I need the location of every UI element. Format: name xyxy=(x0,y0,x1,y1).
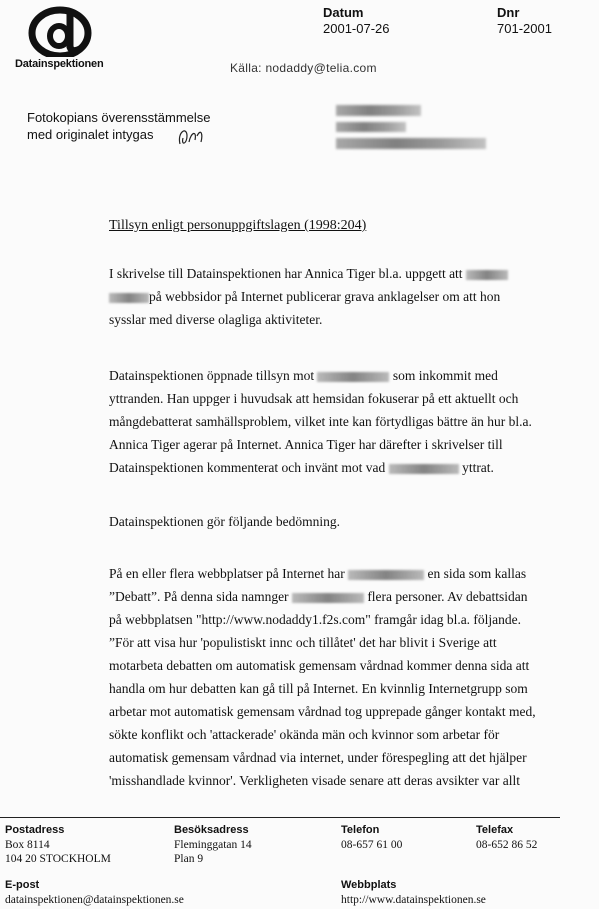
p1-line-2: på webbsidor på Internet publicerar grava anklagelser om att hon xyxy=(149,289,501,304)
datum-value: 2001-07-26 xyxy=(323,21,390,36)
paragraph-1 xyxy=(109,262,564,331)
redacted-recipient-line-1 xyxy=(336,105,421,116)
postadress-line-2: 104 20 STOCKHOLM xyxy=(5,853,111,865)
postadress-label: Postadress xyxy=(5,824,65,836)
datum-label: Datum xyxy=(323,5,364,20)
p2-line-5b: yttrat. xyxy=(462,460,494,475)
telefon-value: 08-657 61 00 xyxy=(341,839,403,851)
p4-line-6: handla om hur debatten kan gå till på Internet. En kvinnlig Internetgrupp som xyxy=(109,681,528,696)
subject-heading: Tillsyn enligt personuppgiftslagen (1998:204) xyxy=(109,218,367,233)
footer-divider xyxy=(0,817,560,818)
p4-line-7: arbetar mot automatisk gemensam vårdnad tog upprepade gånger kontakt med, xyxy=(109,704,536,719)
p1-line-1: I skrivelse till Datainspektionen har Annica Tiger bl.a. uppgett att xyxy=(109,266,463,281)
p1-line-3: sysslar med diverse olagliga aktiviteter. xyxy=(109,312,323,327)
epost-label: E-post xyxy=(5,879,40,891)
p4-line-4: ”För att visa hur 'populistiskt innc och tillåtet' det har blivit i Sverige att xyxy=(109,635,497,650)
redaction xyxy=(109,293,149,303)
source-line: Källa: nodaddy@telia.com xyxy=(230,61,377,75)
paragraph-3 xyxy=(109,510,564,533)
p2-line-3: mångdebatterat samhällsproblem, vilket inte kan förtydligas bättre än hur bl.a. xyxy=(109,414,532,429)
p2-line-4: Annica Tiger agerar på Internet. Annica Tiger har därefter i skrivelser till xyxy=(109,437,503,452)
signature-icon xyxy=(175,124,205,150)
epost-value[interactable]: datainspektionen@datainspektionen.se xyxy=(5,894,184,906)
dnr-value: 701-2001 xyxy=(497,21,552,36)
dnr-label: Dnr xyxy=(497,5,520,20)
stamp-line-1: Fotokopians överensstämmelse xyxy=(27,110,211,125)
redaction xyxy=(389,464,459,474)
p2-line-1b: som inkommit med xyxy=(392,368,498,383)
webbplats-label: Webbplats xyxy=(341,879,397,891)
besoksadress-value xyxy=(174,838,252,866)
redaction xyxy=(466,270,508,280)
p4-line-10: 'misshandlade kvinnor'. Verkligheten visade senare att deras avsikter var allt xyxy=(109,773,520,788)
p4-line-2a: ”Debatt”. På denna sida namnger xyxy=(109,589,289,604)
besoksadress-label: Besöksadress xyxy=(174,824,249,836)
postadress-line-1: Box 8114 xyxy=(5,839,50,851)
p4-line-9: automatisk gemensam vårdnad via internet, under förespegling att det hjälper xyxy=(109,750,527,765)
redaction xyxy=(348,570,424,580)
paragraph-2 xyxy=(109,364,564,479)
p2-line-2: yttranden. Han uppger i huvudsak att hemsidan fokuserar på ett aktuellt och xyxy=(109,391,519,406)
p4-line-2b: flera personer. Av debattsidan xyxy=(367,589,528,604)
p4-line-8: sökte konflikt och 'attackerade' okända män och kvinnor som arbetar för xyxy=(109,727,500,742)
p3-line: Datainspektionen gör följande bedömning. xyxy=(109,514,340,529)
p2-line-1a: Datainspektionen öppnade tillsyn mot xyxy=(109,368,315,383)
paragraph-4 xyxy=(109,562,564,792)
redaction xyxy=(292,593,364,603)
p4-line-1a: På en eller flera webbplatser på Internet har xyxy=(109,566,345,581)
telefax-value: 08-652 86 52 xyxy=(476,839,538,851)
p4-line-1b: en sida som kallas xyxy=(427,566,527,581)
p4-line-5: motarbeta debatten om automatisk gemensam vårdnad kommer denna sida att xyxy=(109,658,530,673)
p2-line-5a: Datainspektionen kommenterat och invänt mot vad xyxy=(109,460,386,475)
postadress-value xyxy=(5,838,111,866)
telefon-label: Telefon xyxy=(341,824,380,836)
besoksadress-line-2: Plan 9 xyxy=(174,853,204,865)
datainspektionen-logo-icon xyxy=(28,5,98,57)
redacted-recipient-line-2 xyxy=(336,122,406,132)
redaction xyxy=(317,372,389,382)
p4-line-3: på webbplatsen "http://www.nodaddy1.f2s.com" framgår idag bl.a. följande. xyxy=(109,612,522,627)
stamp-line-2: med originalet intygas xyxy=(27,127,154,142)
redacted-recipient-line-3 xyxy=(336,138,486,149)
telefax-label: Telefax xyxy=(476,824,514,836)
besoksadress-line-1: Fleminggatan 14 xyxy=(174,839,252,851)
logo-text: Datainspektionen xyxy=(15,58,104,70)
webbplats-value[interactable]: http://www.datainspektionen.se xyxy=(341,894,486,906)
